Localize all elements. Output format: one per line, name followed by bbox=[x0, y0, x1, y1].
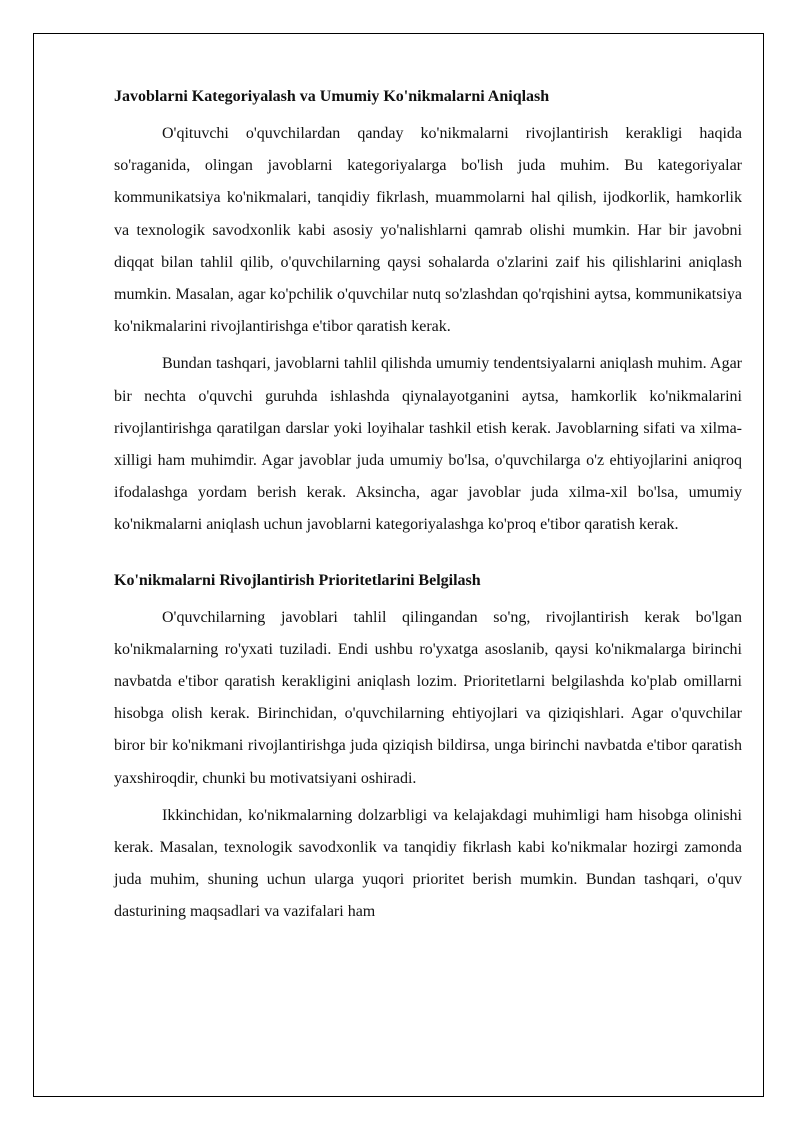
section-heading: Javoblarni Kategoriyalash va Umumiy Ko'nikmalarni Aniqlash bbox=[114, 88, 550, 105]
document-body bbox=[114, 86, 742, 929]
paragraph: Ikkinchidan, ko'nikmalarning dolzarbligi va kelajakdagi muhimligi ham hisobga olinishi kerak. Masalan, texnologik savodxonlik va tanqidiy fikrlash kabi ko'nikmalar hozirgi zamonda juda muhim, shuning uchun ularga yuqori prioritet berish mumkin. Bundan tashqari, o'quv dasturining maqsadlari va vazifalari ham bbox=[114, 806, 742, 921]
section-setting-priorities bbox=[114, 570, 742, 929]
paragraph: O'quvchilarning javoblari tahlil qilingandan so'ng, rivojlantirish kerak bo'lgan ko'nikmalarning ro'yxati tuziladi. Endi ushbu ro'yxatga asoslanib, qaysi ko'nikmalarga birinchi navbatda e'tibor qaratish kerakligini aniqlash lozim. Prioritetlarni belgilashda ko'plab omillarni hisobga olish kerak. Birinchidan, o'quvchilarning ehtiyojlari va qiziqishlari. Agar o'quvchilar biror bir ko'nikmani rivojlantirishga juda qiziqish bildirsa, unga birinchi navbatda e'tibor qaratish yaxshiroqdir, chunki bu motivatsiyani oshiradi. bbox=[114, 608, 742, 787]
paragraph: O'qituvchi o'quvchilardan qanday ko'nikmalarni rivojlantirish kerakligi haqida so'raganida, olingan javoblarni kategoriyalarga bo'lish juda muhim. Bu kategoriyalar kommunikatsiya ko'nikmalari, tanqidiy fikrlash, muammolarni hal qilish, ijodkorlik, hamkorlik va texnologik savodxonlik kabi asosiy yo'nalishlarni qamrab olishi mumkin. Har bir javobni diqqat bilan tahlil qilib, o'quvchilarning qaysi sohalarda o'zlarini zaif his qilishlarini aniqlash mumkin. Masalan, agar ko'pchilik o'quvchilar nutq so'zlashdan qo'rqishini aytsa, kommunikatsiya ko'nikmalarini rivojlantirishga e'tibor qaratish kerak. bbox=[114, 125, 742, 336]
paragraph: Bundan tashqari, javoblarni tahlil qilishda umumiy tendentsiyalarni aniqlash muhim. Agar bir nechta o'quvchi guruhda ishlashda qiynalayotganini aytsa, hamkorlik ko'nikmalarini rivojlantirishga qaratilgan darslar yoki loyihalar tashkil etish kerak. Javoblarning sifati va xilma-xilligi ham muhimdir. Agar javoblar juda umumiy bo'lsa, o'quvchilarga o'z ehtiyojlarini aniqroq ifodalashga yordam berish kerak. Aksincha, agar javoblar juda xilma-xil bo'lsa, umumiy ko'nikmalarni aniqlash uchun javoblarni kategoriyalashga ko'proq e'tibor qaratish kerak. bbox=[114, 355, 742, 534]
section-heading: Ko'nikmalarni Rivojlantirish Prioritetlarini Belgilash bbox=[114, 571, 481, 589]
section-categorizing-answers bbox=[114, 86, 742, 542]
